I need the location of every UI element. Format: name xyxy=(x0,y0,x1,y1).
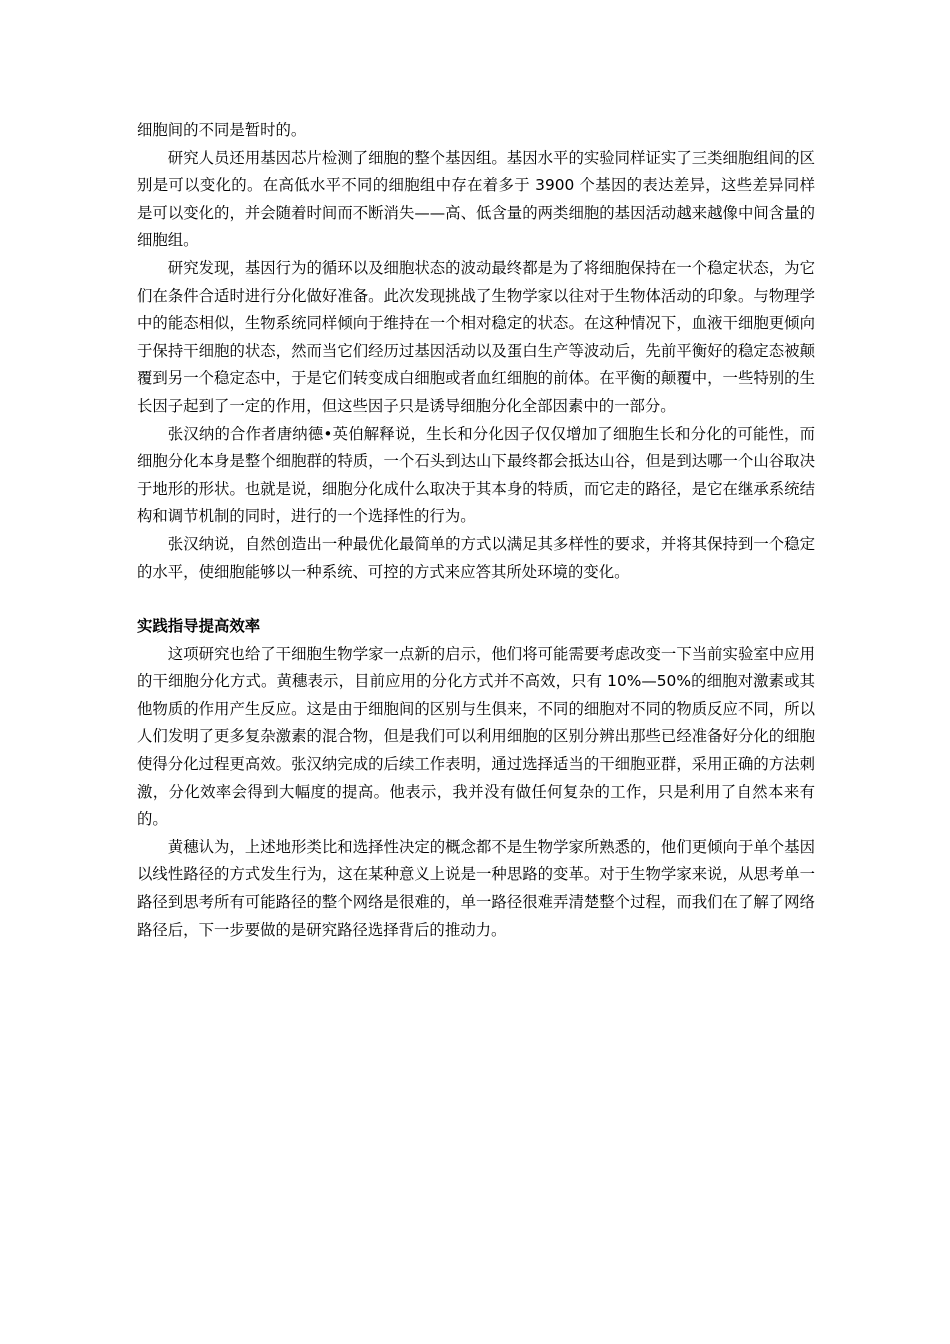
paragraph-nature-optimization: 张汉纳说，自然创造出一种最优化最简单的方式以满足其多样性的要求，并将其保持到一个稳定的水平，使细胞能够以一种系统、可控的方式来应答其所处环境的变化。 xyxy=(137,534,815,581)
section-heading: 实践指导提高效率 xyxy=(137,617,261,636)
paragraph-paradigm-shift: 黄穗认为，上述地形类比和选择性决定的概念都不是生物学家所熟悉的，他们更倾向于单个基因以线性路径的方式发生行为，这在某种意义上说是一种思路的变革。对于生物学家来说，从思考单一路径到思考所有可能路径的整个网络是很难的，单一路径很难弄清楚整个过程，而我们在了解了网络路径后，下一步要做的是研究路径选择背后的推动力。 xyxy=(137,837,815,939)
paragraph-continuation: 细胞间的不同是暂时的。 xyxy=(137,121,307,139)
paragraph-ingber-explanation: 张汉纳的合作者唐纳德•英伯解释说，生长和分化因子仅仅增加了细胞生长和分化的可能性，而细胞分化本身是整个细胞群的特质，一个石头到达山下最终都会抵达山谷，但是到达哪一个山谷取决于地形的形状。也就是说，细胞分化成什么取决于其本身的特质，而它走的路径，是它在继承系统结构和调节机制的同时，进行的一个选择性的行为。 xyxy=(137,424,815,526)
paragraph-gene-chip: 研究人员还用基因芯片检测了细胞的整个基因组。基因水平的实验同样证实了三类细胞组间的区别是可以变化的。在高低水平不同的细胞组中存在着多于 3900 个基因的表达差异，这些差异同样是可以变化的，并会随着时间而不断消失——高、低含量的两类细胞的基因活动越来越像中间含量的细胞组。 xyxy=(137,148,815,250)
document-body xyxy=(137,117,815,944)
paragraph-research-findings: 研究发现，基因行为的循环以及细胞状态的波动最终都是为了将细胞保持在一个稳定状态，为它们在条件合适时进行分化做好准备。此次发现挑战了生物学家以往对于生物体活动的印象。与物理学中的能态相似，生物系统同样倾向于维持在一个相对稳定的状态。在这种情况下，血液干细胞更倾向于保持干细胞的状态，然而当它们经历过基因活动以及蛋白生产等波动后，先前平衡好的稳定态被颠覆到另一个稳定态中，于是它们转变成白细胞或者血红细胞的前体。在平衡的颠覆中，一些特别的生长因子起到了一定的作用，但这些因子只是诱导细胞分化全部因素中的一部分。 xyxy=(137,258,815,415)
paragraph-practical-guidance: 这项研究也给了干细胞生物学家一点新的启示，他们将可能需要考虑改变一下当前实验室中应用的干细胞分化方式。黄穗表示，目前应用的分化方式并不高效，只有 10%—50%的细胞对激素或其他物质的作用产生反应。这是由于细胞间的区别与生俱来，不同的细胞对不同的物质反应不同，所以人们发明了更多复杂激素的混合物，但是我们可以利用细胞的区别分辨出那些已经准备好分化的细胞使得分化过程更高效。张汉纳完成的后续工作表明，通过选择适当的干细胞亚群，采用正确的方法刺激，分化效率会得到大幅度的提高。他表示，我并没有做任何复杂的工作，只是利用了自然本来有的。 xyxy=(137,644,815,829)
